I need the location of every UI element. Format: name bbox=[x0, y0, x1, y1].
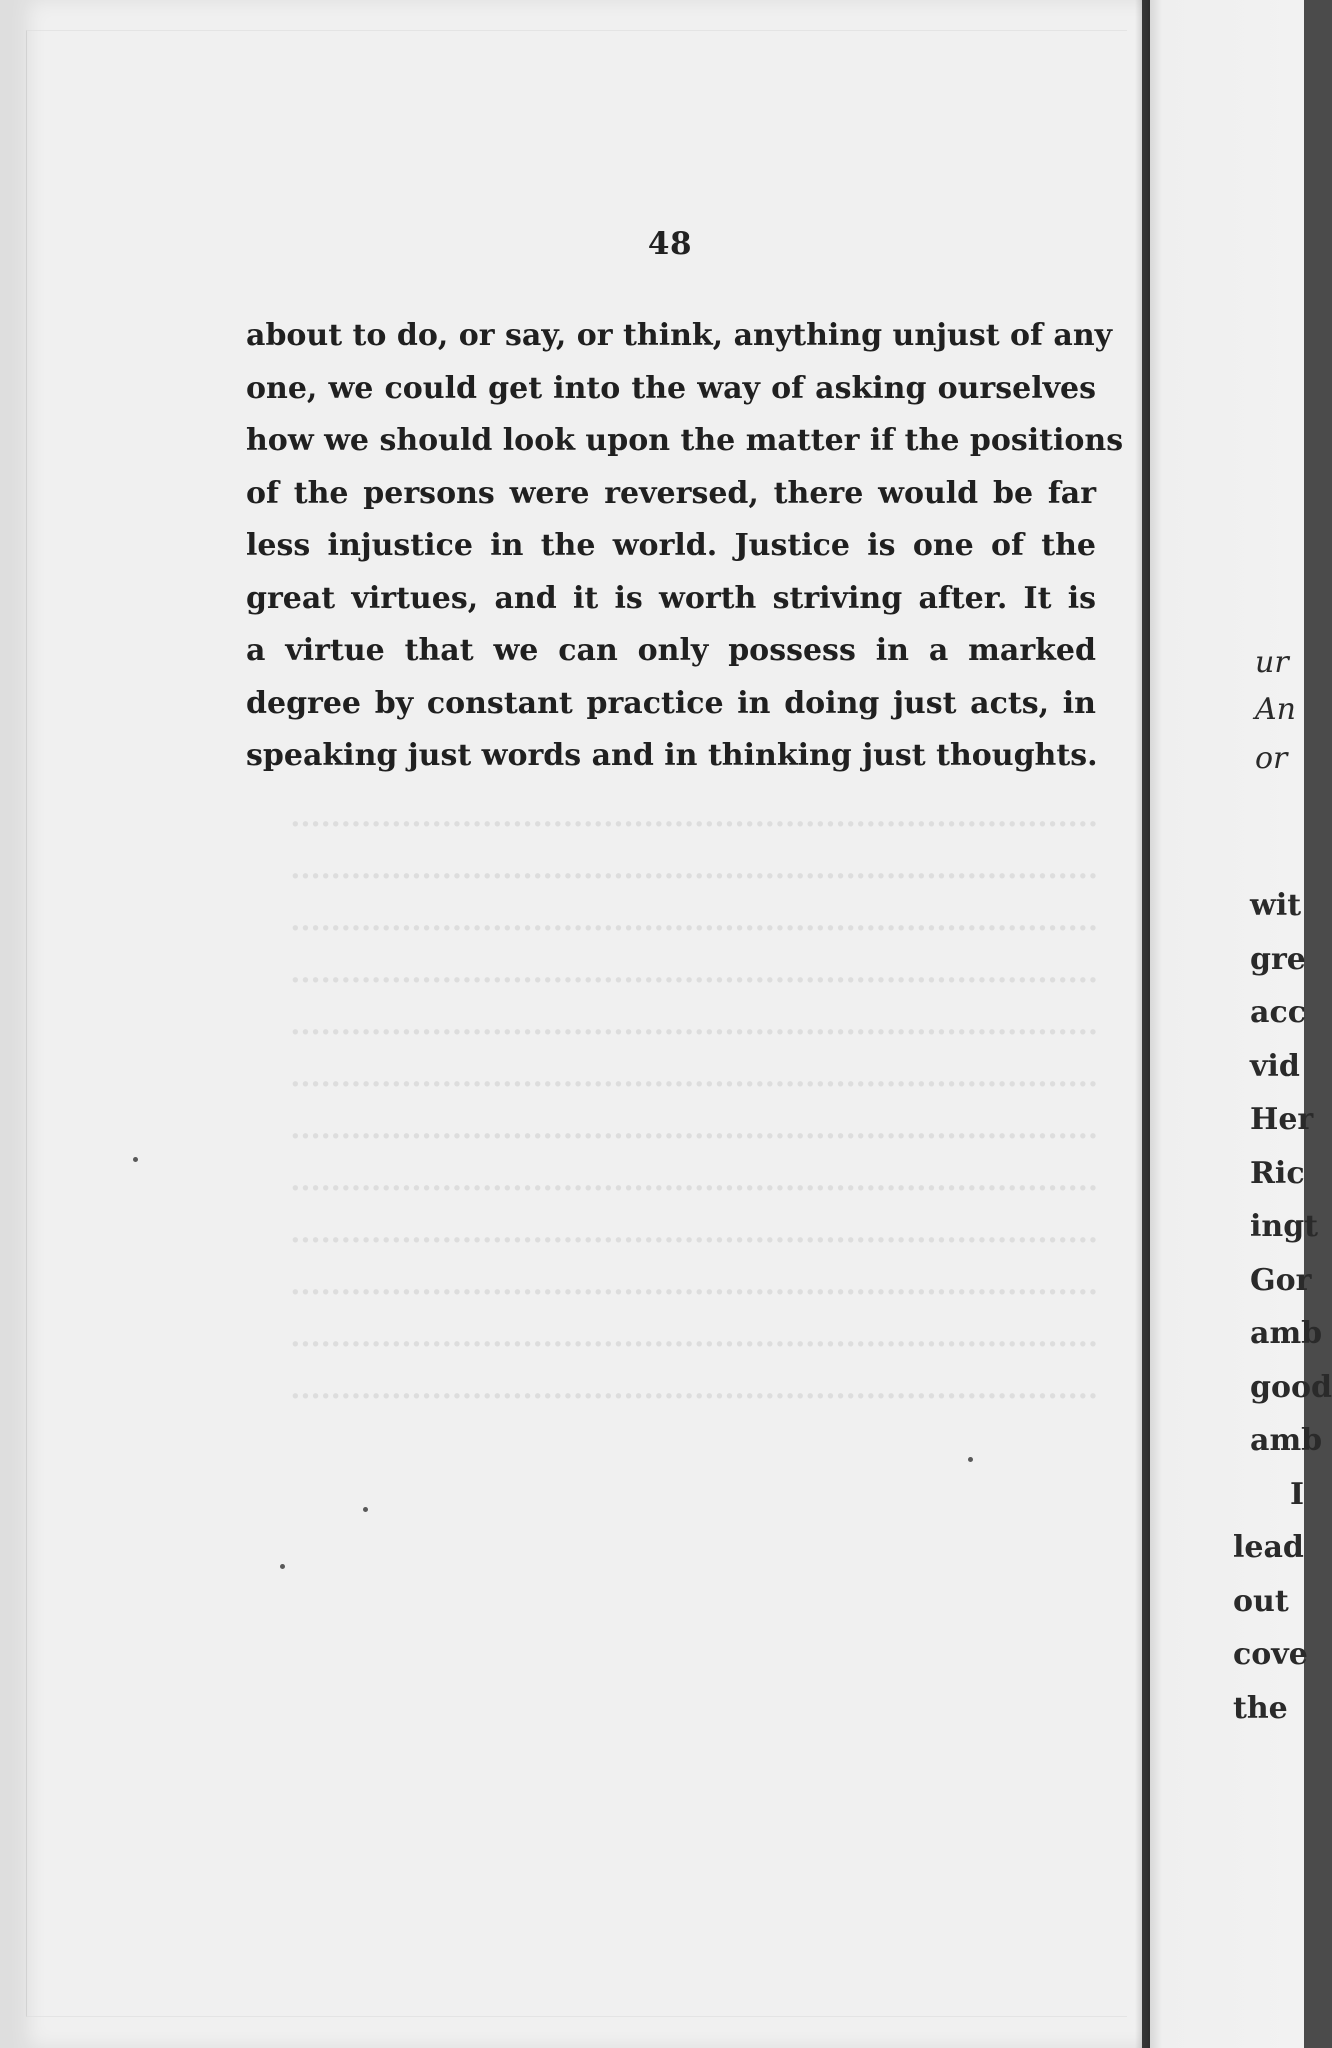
facing-fragment-19: the bbox=[1233, 1691, 1288, 1726]
scan-speck bbox=[363, 1507, 368, 1512]
facing-fragment-7: vid bbox=[1250, 1049, 1300, 1084]
text-line-6: great virtues, and it is worth striving after. It is bbox=[246, 580, 1096, 616]
facing-fragment-8: Her bbox=[1250, 1102, 1314, 1137]
facing-fragment-13: good bbox=[1250, 1370, 1332, 1405]
facing-fragment-1: ur bbox=[1255, 645, 1289, 680]
facing-fragment-5: gre bbox=[1250, 942, 1306, 977]
text-line-8: degree by constant practice in doing just acts, in bbox=[246, 685, 1096, 721]
scan-speck bbox=[280, 1564, 285, 1569]
text-line-1: about to do, or say, or think, anything unjust of any bbox=[246, 318, 1113, 353]
facing-fragment-4: wit bbox=[1250, 888, 1302, 923]
scan-speck bbox=[968, 1457, 973, 1462]
facing-fragment-17: out bbox=[1233, 1584, 1289, 1619]
facing-fragment-16: lead bbox=[1233, 1530, 1304, 1565]
show-through-text: ................................................................................ ................................................................................ ................................................................................ ................................................................................ ................................................................................ ................................................................................ ................................................................................ ................................................................................ ................................................................................ ................................................................................ ................................................................................ ................................................................................ bbox=[290, 799, 1098, 1405]
facing-fragment-9: Ric bbox=[1250, 1156, 1305, 1191]
facing-fragment-15: I bbox=[1290, 1477, 1305, 1512]
text-line-5: less injustice in the world. Justice is one of the bbox=[246, 528, 1096, 563]
scan-speck bbox=[133, 1157, 138, 1162]
facing-fragment-6: acc bbox=[1250, 995, 1306, 1030]
facing-page-text bbox=[1230, 0, 1332, 2048]
text-line-4: of the persons were reversed, there would be far bbox=[246, 475, 1096, 511]
facing-fragment-11: Gor bbox=[1250, 1263, 1312, 1298]
facing-fragment-12: amb bbox=[1250, 1316, 1323, 1351]
text-line-2: one, we could get into the way of asking ourselves bbox=[246, 370, 1096, 406]
facing-fragment-2: An bbox=[1255, 692, 1296, 727]
text-line-9: speaking just words and in thinking just thoughts. bbox=[246, 738, 1098, 773]
main-paragraph bbox=[246, 310, 1124, 783]
text-line-3: how we should look upon the matter if the positions bbox=[246, 423, 1124, 458]
page-number: 48 bbox=[647, 226, 693, 262]
facing-fragment-10: ingt bbox=[1250, 1209, 1319, 1244]
facing-fragment-18: cove bbox=[1233, 1637, 1308, 1672]
facing-fragment-14: amb bbox=[1250, 1423, 1323, 1458]
text-line-7: a virtue that we can only possess in a marked bbox=[246, 633, 1096, 668]
facing-fragment-3: or bbox=[1255, 741, 1288, 776]
